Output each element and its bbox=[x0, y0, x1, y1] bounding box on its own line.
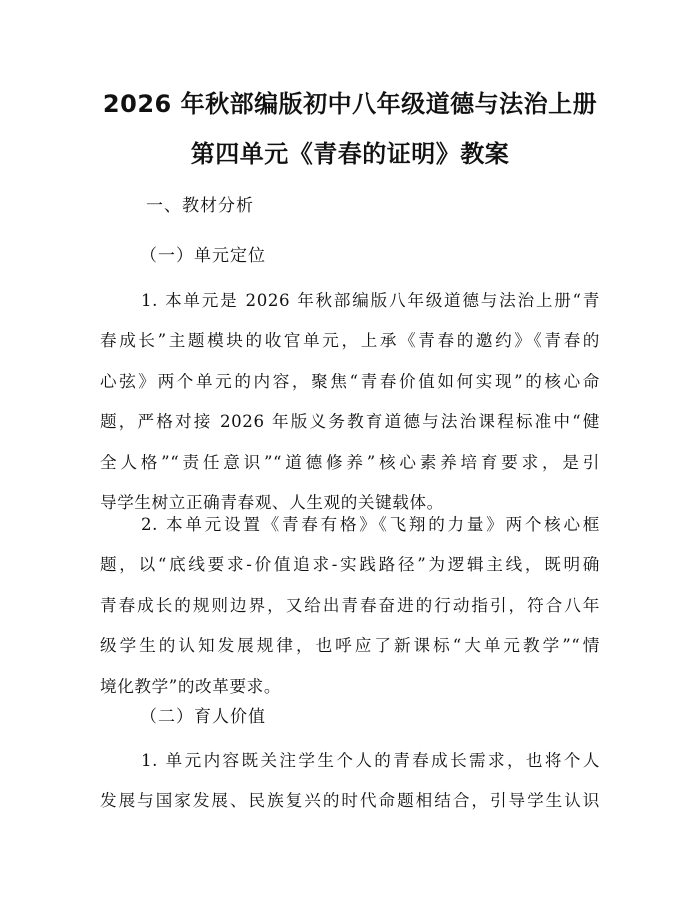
paragraph-line: 题，以“底线要求-价值追求-实践路径”为逻辑主线，既明确 bbox=[100, 555, 600, 575]
paragraph-line: 题，严格对接 2026 年版义务教育道德与法治课程标准中“健 bbox=[100, 412, 600, 432]
paragraph-line: 青春成长的规则边界，又给出青春奋进的行动指引，符合八年 bbox=[100, 595, 600, 615]
paragraph-line: 2. 本单元设置《青春有格》《飞翔的力量》两个核心框 bbox=[141, 515, 600, 534]
paragraph-unit-positioning-1 bbox=[100, 281, 600, 523]
paragraph-educational-value-1 bbox=[100, 741, 600, 822]
paragraph-line: 心弦》两个单元的内容，聚焦“青春价值如何实现”的核心命 bbox=[100, 371, 600, 391]
paragraph-line: 全人格”“责任意识”“道德修养”核心素养培育要求，是引 bbox=[100, 452, 600, 472]
document-title-line-2: 第四单元《青春的证明》教案 bbox=[190, 140, 510, 168]
paragraph-line: 导学生树立正确青春观、人生观的关键载体。 bbox=[100, 492, 444, 512]
paragraph-line: 境化教学”的改革要求。 bbox=[100, 676, 282, 696]
section-heading-textbook-analysis: 一、教材分析 bbox=[146, 196, 254, 216]
paragraph-line: 春成长”主题模块的收官单元，上承《青春的邀约》《青春的 bbox=[100, 331, 600, 351]
paragraph-unit-positioning-2 bbox=[100, 505, 600, 707]
paragraph-line: 发展与国家发展、民族复兴的时代命题相结合，引导学生认识 bbox=[100, 791, 600, 811]
subsection-heading-educational-value: （二）育人价值 bbox=[140, 707, 266, 727]
paragraph-line: 1. 单元内容既关注学生个人的青春成长需求，也将个人 bbox=[141, 751, 600, 770]
paragraph-line: 1. 本单元是 2026 年秋部编版八年级道德与法治上册“青 bbox=[141, 291, 600, 310]
subsection-heading-unit-positioning: （一）单元定位 bbox=[140, 246, 266, 266]
document-title-line-1: 2026 年秋部编版初中八年级道德与法治上册 bbox=[102, 90, 598, 118]
paragraph-line: 级学生的认知发展规律，也呼应了新课标“大单元教学”“情 bbox=[100, 636, 600, 656]
